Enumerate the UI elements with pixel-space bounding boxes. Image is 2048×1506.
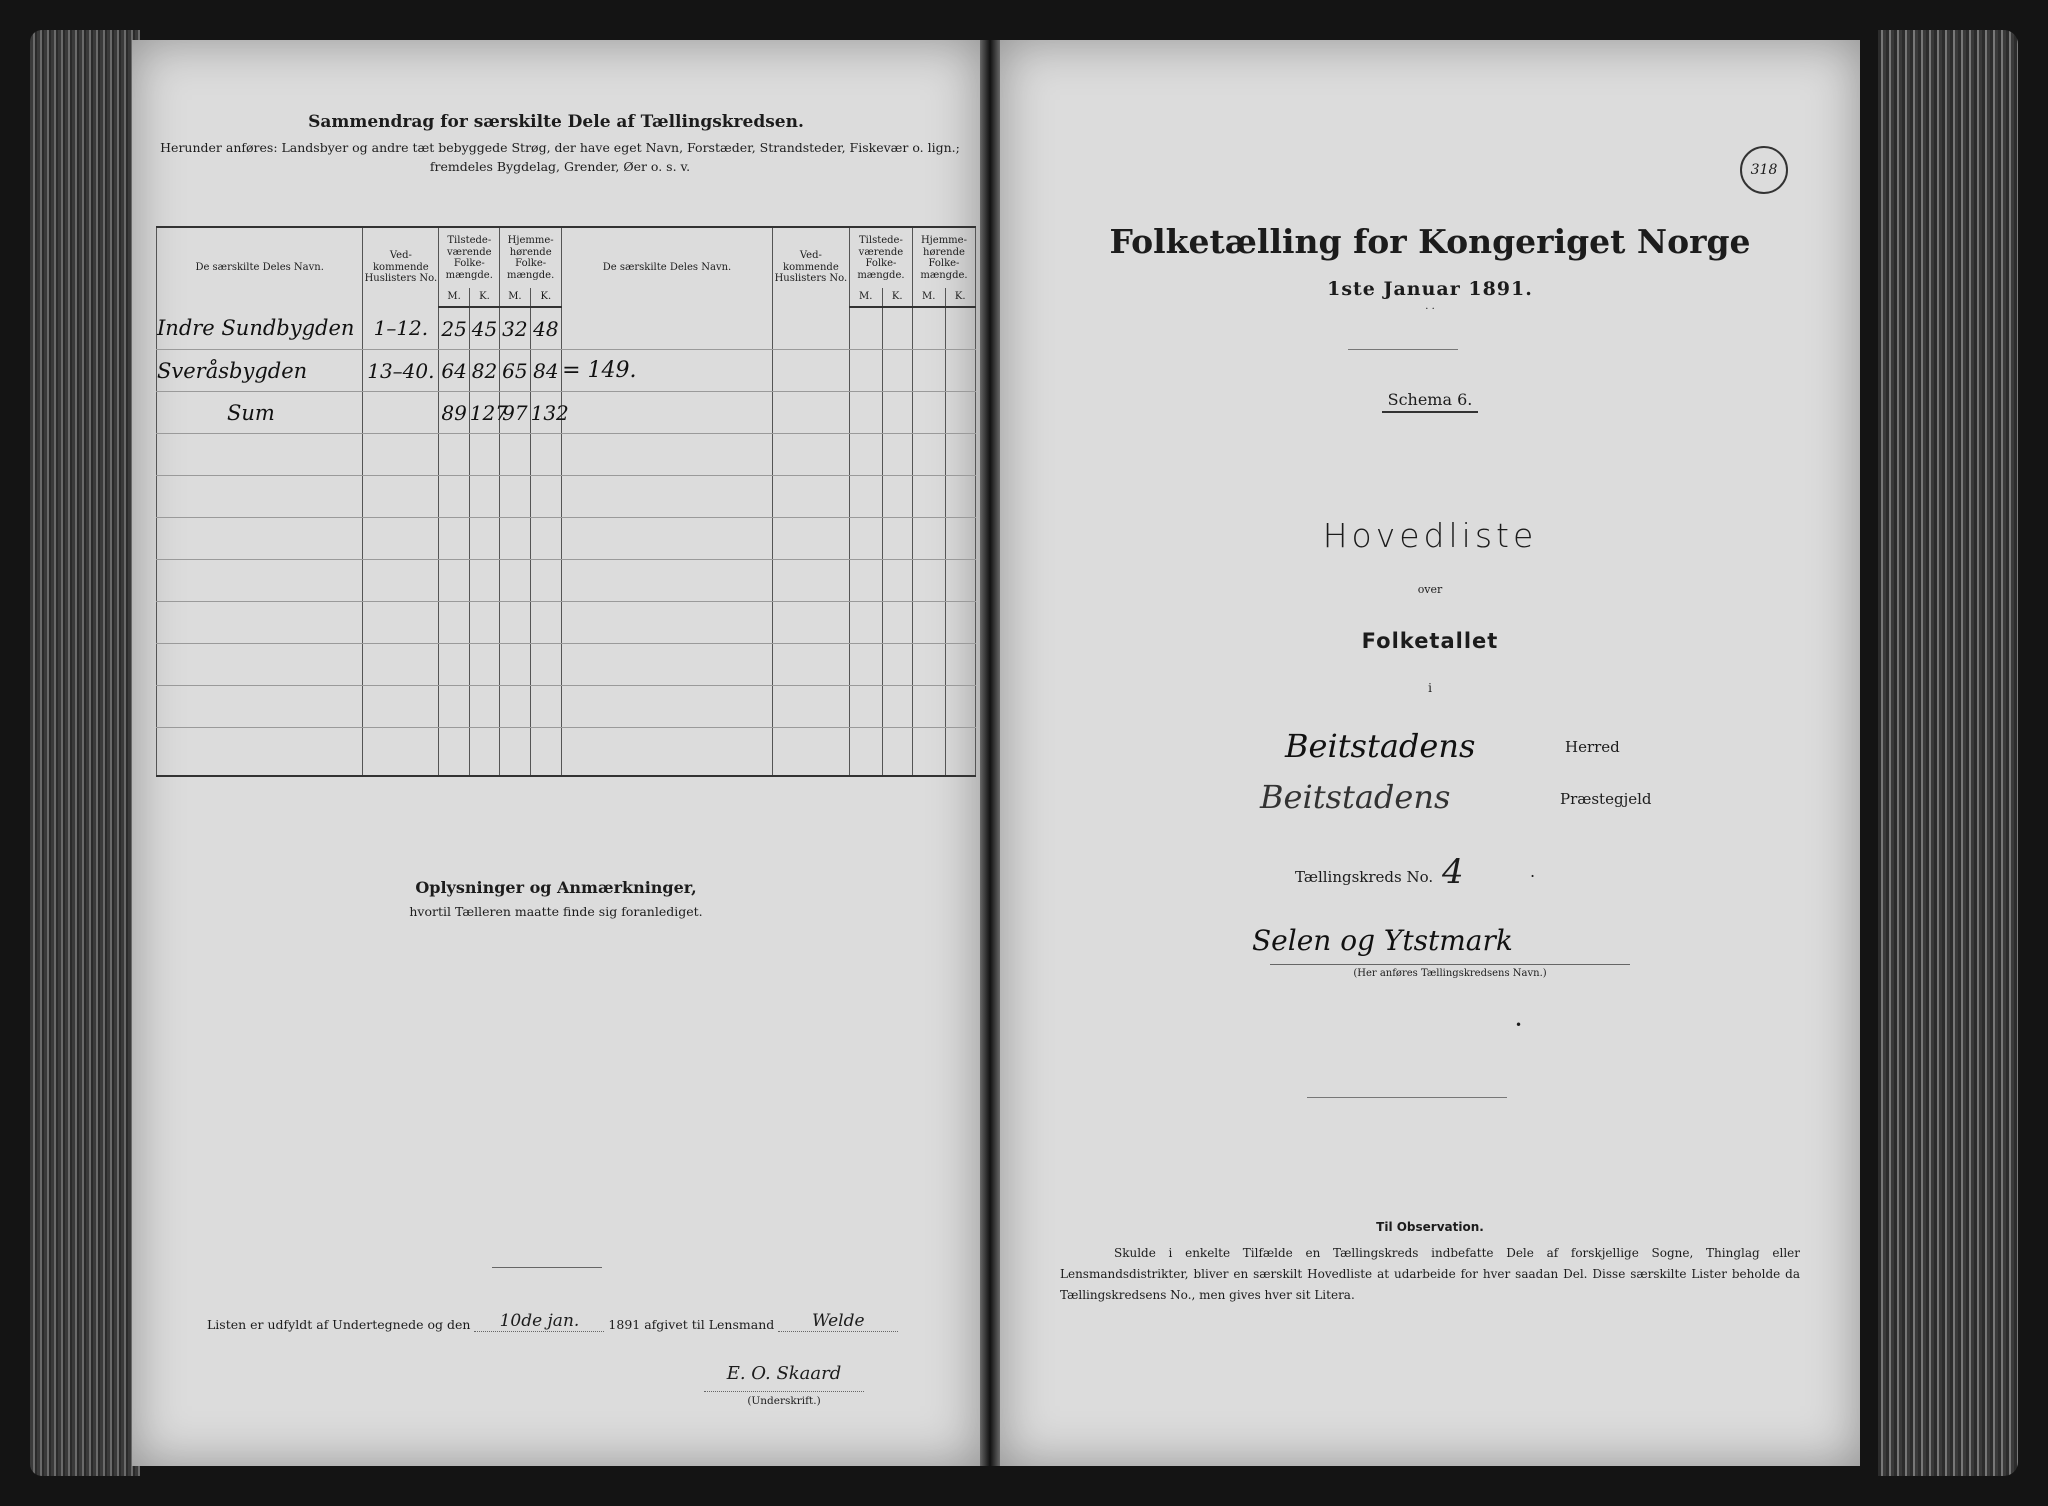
header-tilstede: Tilstede-værende Folke-mængde. [439, 227, 500, 288]
table-row-empty [157, 434, 976, 476]
header-hjemme: Hjemme-hørende Folke-mængde. [500, 227, 562, 288]
row-huslister: 1–12. [363, 307, 439, 350]
header-hjemme-2: Hjemme-hørende Folke-mængde. [912, 227, 975, 288]
table-row-empty [157, 602, 976, 644]
signature: E. O. Skaard [704, 1363, 864, 1392]
krets-number: 4 [1442, 852, 1464, 892]
row-tilstede-m: 89 [439, 392, 469, 434]
krets-label: Tællingskreds No. [1295, 868, 1434, 886]
header-name-2: De særskilte Deles Navn. [562, 227, 773, 307]
row-tilstede-m: 25 [439, 307, 469, 350]
row-name: Sum [157, 392, 363, 434]
book-edge-left [30, 30, 140, 1476]
over-word: over [1417, 583, 1443, 596]
table-row-empty [157, 728, 976, 777]
divider [1307, 1097, 1507, 1098]
notes-subtitle: hvortil Tælleren maatte finde sig foranlediget. [409, 904, 703, 919]
row-huslister: 13–40. [363, 350, 439, 392]
table-row-empty [157, 476, 976, 518]
herred-name: Beitstadens [1285, 727, 1476, 765]
row-tilstede-m: 64 [439, 350, 469, 392]
observation-text: Skulde i enkelte Tilfælde en Tællingskreds indbefatte Dele af forskjellige Sogne, Thinglag eller Lensmandsdistrikter, bliver en særskilt Hovedliste at udarbeide for hver saadan Del. Disse særskilte Lister beholde da Tællingskredsens No., men gives hver sit Litera. [1060, 1246, 1800, 1302]
header-k: K. [530, 288, 562, 307]
row-huslister [363, 392, 439, 434]
header-k: K. [945, 288, 976, 307]
notes-title: Oplysninger og Anmærkninger, [415, 878, 697, 897]
prestegjeld-label: Præstegjeld [1560, 790, 1652, 808]
krets-dot: . [1530, 862, 1536, 881]
summary-subtitle: Herunder anføres: Landsbyer og andre tæt bebyggede Strøg, der have eget Navn, Forstæder, Strandsteder, Fiskevær o. lign.; fremdeles Bygdelag, Grender, Øer o. s. v. [160, 140, 960, 174]
header-m: M. [439, 288, 469, 307]
row-hjemme-m: 97 [500, 392, 530, 434]
ornament: • [1515, 1018, 1523, 1032]
table-row [157, 307, 976, 350]
header-m: M. [912, 288, 945, 307]
census-date: 1ste Januar 1891. [1327, 278, 1533, 300]
folketallet-heading: Folketallet [1361, 629, 1499, 653]
row-note: = 149. [562, 350, 773, 392]
table-row-sum [157, 392, 976, 434]
prestegjeld-name: Beitstadens [1260, 778, 1451, 816]
summary-title: Sammendrag for særskilte Dele af Tællingskredsen. [308, 112, 804, 132]
attest-prefix: Listen er udfyldt af Undertegnede og den [207, 1317, 471, 1332]
row-hjemme-k: 84 [530, 350, 562, 392]
herred-label: Herred [1565, 738, 1620, 756]
divider [1348, 349, 1458, 350]
header-huslister: Ved-kommende Huslisters No. [363, 227, 439, 307]
header-m: M. [849, 288, 882, 307]
header-tilstede-2: Tilstede-værende Folke-mængde. [849, 227, 912, 288]
hovedliste-heading: Hovedliste [1322, 516, 1538, 555]
row-hjemme-m: 32 [500, 307, 530, 350]
krets-caption: (Her anføres Tællingskredsens Navn.) [1270, 964, 1630, 979]
row-tilstede-k: 45 [469, 307, 499, 350]
ornament: · · [1425, 304, 1435, 315]
row-tilstede-k: 82 [469, 350, 499, 392]
row-hjemme-k: 132 [530, 392, 562, 434]
header-m: M. [500, 288, 530, 307]
summary-table [156, 226, 976, 777]
observation-title: Til Observation. [1376, 1220, 1484, 1234]
table-row-empty [157, 560, 976, 602]
table-row-empty [157, 686, 976, 728]
row-name: Indre Sundbygden [157, 307, 363, 350]
row-hjemme-m: 65 [500, 350, 530, 392]
divider [492, 1267, 602, 1268]
right-page [1000, 40, 1860, 1466]
book-edge-right [1878, 30, 2018, 1476]
header-huslister-2: Ved-kommende Huslisters No. [772, 227, 849, 307]
row-name: Sveråsbygden [157, 350, 363, 392]
i-word: i [1428, 681, 1432, 695]
row-hjemme-k: 48 [530, 307, 562, 350]
signature-label: (Underskrift.) [747, 1395, 821, 1407]
table-row [157, 350, 976, 392]
row-note [562, 392, 773, 434]
attest-lensmand: Welde [811, 1311, 865, 1331]
page-number-stamp: 318 [1740, 146, 1788, 194]
header-k: K. [882, 288, 912, 307]
krets-name: Selen og Ytstmark [1252, 924, 1513, 957]
row-tilstede-k: 127 [469, 392, 499, 434]
schema-label: Schema 6. [1000, 390, 1860, 409]
attest-middle: 1891 afgivet til Lensmand [608, 1317, 775, 1332]
header-k: K. [469, 288, 499, 307]
header-name: De særskilte Deles Navn. [157, 227, 363, 307]
attestation-line [207, 1311, 898, 1332]
table-row-empty [157, 518, 976, 560]
attest-date: 10de jan. [499, 1311, 580, 1331]
book-spine [978, 40, 1002, 1466]
row-note [562, 307, 773, 350]
left-page [132, 40, 980, 1466]
table-row-empty [157, 644, 976, 686]
page-title: Folketælling for Kongeriget Norge [1109, 222, 1751, 261]
